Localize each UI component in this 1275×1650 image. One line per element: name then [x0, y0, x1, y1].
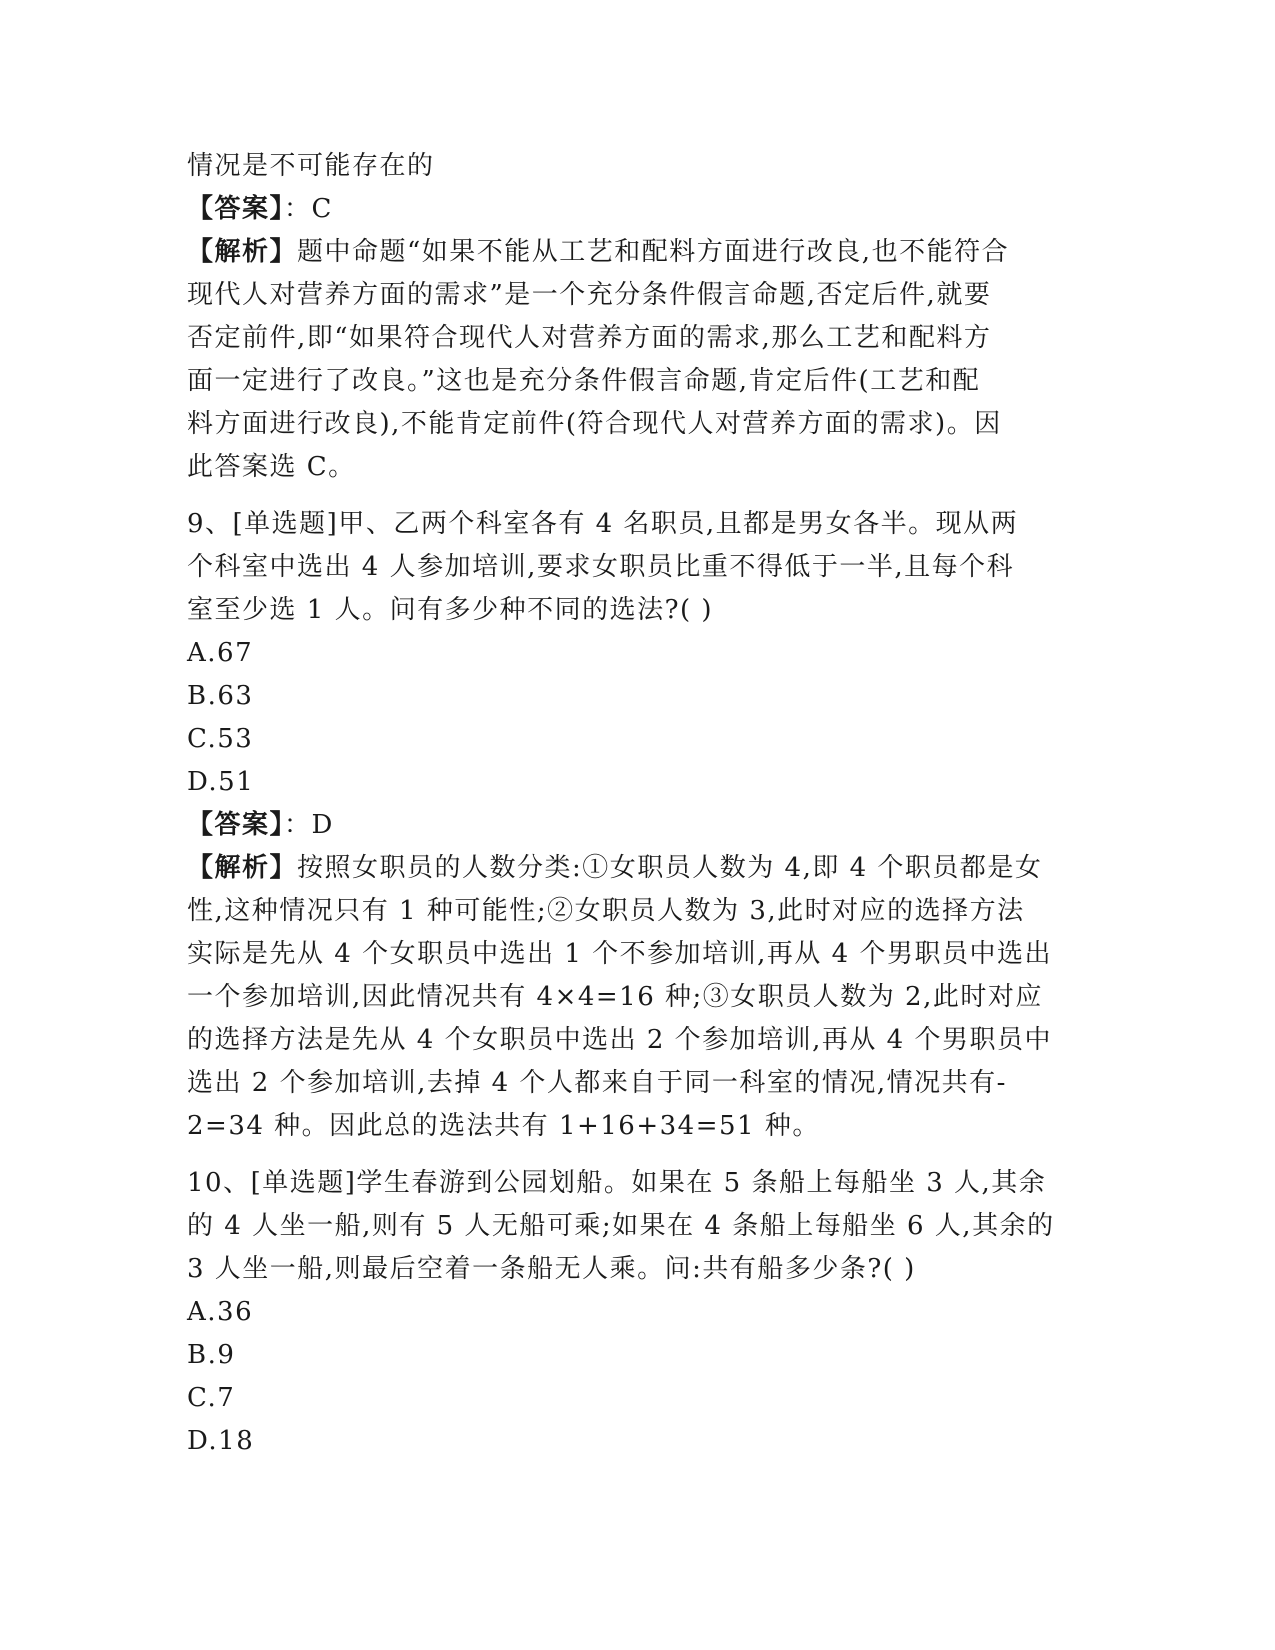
- analysis-line: 否定前件,即“如果符合现代人对营养方面的需求,那么工艺和配料方: [187, 323, 992, 353]
- answer-value: ：C: [284, 194, 333, 224]
- section-gap: [187, 1148, 1087, 1162]
- question-stem-line: 10、[单选题]学生春游到公园划船。如果在 5 条船上每船坐 3 人,其余: [187, 1168, 1047, 1198]
- analysis-line: 一个参加培训,因此情况共有 4×4=16 种;③女职员人数为 2,此时对应: [187, 982, 1043, 1012]
- analysis-line: 料方面进行改良),不能肯定前件(符合现代人对营养方面的需求)。因: [187, 409, 1002, 439]
- question-stem-line: 9、[单选题]甲、乙两个科室各有 4 名职员,且都是男女各半。现从两: [187, 509, 1019, 539]
- analysis-line: 选出 2 个参加培训,去掉 4 个人都来自于同一科室的情况,情况共有-: [187, 1068, 1007, 1098]
- analysis-line: 面一定进行了改良。”这也是充分条件假言命题,肯定后件(工艺和配: [187, 366, 981, 396]
- analysis-line: 性,这种情况只有 1 种可能性;②女职员人数为 3,此时对应的选择方法: [187, 896, 1025, 926]
- option-tail-text: 情况是不可能存在的: [187, 151, 435, 181]
- question-stem-line: 个科室中选出 4 人参加培训,要求女职员比重不得低于一半,且每个科: [187, 552, 1015, 582]
- answer-line: [187, 188, 1087, 231]
- answer-line: [187, 804, 1087, 847]
- analysis-text: 题中命题“如果不能从工艺和配料方面进行改良,也不能符合: [297, 237, 1010, 267]
- analysis-line: 现代人对营养方面的需求”是一个充分条件假言命题,否定后件,就要: [187, 280, 992, 310]
- question-stem-line: 室至少选 1 人。问有多少种不同的选法?( ): [187, 595, 714, 625]
- answer-label: 【答案】: [187, 194, 285, 224]
- option-c: C.53: [187, 724, 254, 754]
- document-page: [187, 145, 1087, 1463]
- option-c: C.7: [187, 1383, 236, 1413]
- analysis-label: 【解析】: [187, 853, 298, 883]
- analysis-line: [187, 231, 1087, 274]
- question-stem-line: 3 人坐一船,则最后空着一条船无人乘。问:共有船多少条?( ): [187, 1254, 916, 1284]
- question-stem-line: 的 4 人坐一船,则有 5 人无船可乘;如果在 4 条船上每船坐 6 人,其余的: [187, 1211, 1055, 1241]
- option-b: B.63: [187, 681, 254, 711]
- analysis-line: 此答案选 C。: [187, 452, 356, 482]
- option-a: A.67: [187, 638, 254, 668]
- option-b: B.9: [187, 1340, 236, 1370]
- option-d: D.18: [187, 1426, 255, 1456]
- analysis-line: 实际是先从 4 个女职员中选出 1 个不参加培训,再从 4 个男职员中选出: [187, 939, 1052, 969]
- analysis-line: 2=34 种。因此总的选法共有 1+16+34=51 种。: [187, 1111, 820, 1141]
- analysis-label: 【解析】: [187, 237, 298, 267]
- option-a: A.36: [187, 1297, 254, 1327]
- section-gap: [187, 489, 1087, 503]
- answer-value: ：D: [284, 810, 334, 840]
- analysis-text: 按照女职员的人数分类:①女职员人数为 4,即 4 个职员都是女: [297, 853, 1043, 883]
- analysis-line: [187, 847, 1087, 890]
- option-d: D.51: [187, 767, 255, 797]
- answer-label: 【答案】: [187, 810, 285, 840]
- analysis-line: 的选择方法是先从 4 个女职员中选出 2 个参加培训,再从 4 个男职员中: [187, 1025, 1052, 1055]
